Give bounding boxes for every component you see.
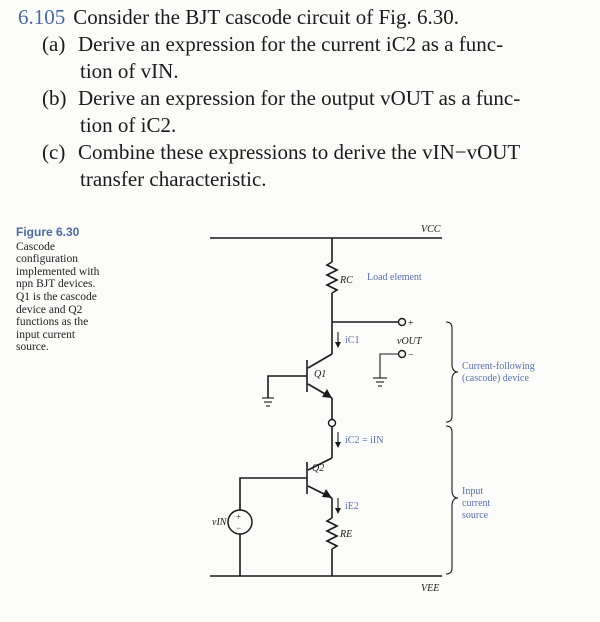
cascode-note-line1: Current-following xyxy=(462,361,535,372)
rc-resistor xyxy=(327,262,337,293)
re-label: RE xyxy=(340,529,353,540)
svg-text:+: + xyxy=(408,318,414,329)
input-note-line2: current xyxy=(462,498,491,509)
part-b: (b) Derive an expression for the output vOUT as a func- xyxy=(42,86,521,110)
figure-caption: Figure 6.30 Cascode configuration implemented with npn BJT devices. Q1 is the cascode device and Q2 functions as the input current source. xyxy=(16,226,126,354)
part-a-cont: tion of vIN. xyxy=(80,59,179,83)
figure-title: Figure 6.30 xyxy=(16,225,80,239)
q2-base-wire xyxy=(240,478,307,510)
vee-label: VEE xyxy=(421,583,440,594)
svg-text:−: − xyxy=(408,350,414,361)
vin-label: vIN xyxy=(212,517,227,528)
q1-label: Q1 xyxy=(314,369,327,380)
load-element-label: Load element xyxy=(367,272,422,283)
problem-number: 6.105 xyxy=(18,5,66,29)
input-source-brace xyxy=(446,426,458,574)
ic1-arrow-icon xyxy=(335,342,341,348)
cascode-note-line2: (cascode) device xyxy=(462,373,529,384)
part-b-cont: tion of iC2. xyxy=(80,113,177,137)
rc-label: RC xyxy=(340,275,353,286)
part-c-cont: transfer characteristic. xyxy=(80,167,267,191)
input-note-line3: source xyxy=(462,510,489,521)
output-terminal-minus xyxy=(399,351,406,358)
ie2-label: iE2 xyxy=(345,501,359,512)
ic2-label: iC2 = iIN xyxy=(345,435,384,446)
re-resistor xyxy=(327,518,337,549)
svg-text:−: − xyxy=(236,523,242,533)
part-c: (c) Combine these expressions to derive the vIN−vOUT xyxy=(42,140,521,164)
part-a: (a) Derive an expression for the current iC2 as a func- xyxy=(42,32,504,56)
ie2-arrow-icon xyxy=(335,508,341,514)
vout-label: vOUT xyxy=(397,336,422,347)
q2-label: Q2 xyxy=(312,463,325,474)
problem-intro: 6.105 Consider the BJT cascode circuit of Fig. 6.30. xyxy=(18,5,459,29)
ic1-label: iC1 xyxy=(345,335,360,346)
svg-text:+: + xyxy=(236,512,242,522)
input-note-line1: Input xyxy=(462,486,484,497)
output-terminal-plus xyxy=(399,319,406,326)
ic2-arrow-icon xyxy=(335,442,341,448)
cascode-node xyxy=(329,420,336,427)
cascode-brace xyxy=(446,322,458,422)
vcc-label: VCC xyxy=(421,224,441,235)
